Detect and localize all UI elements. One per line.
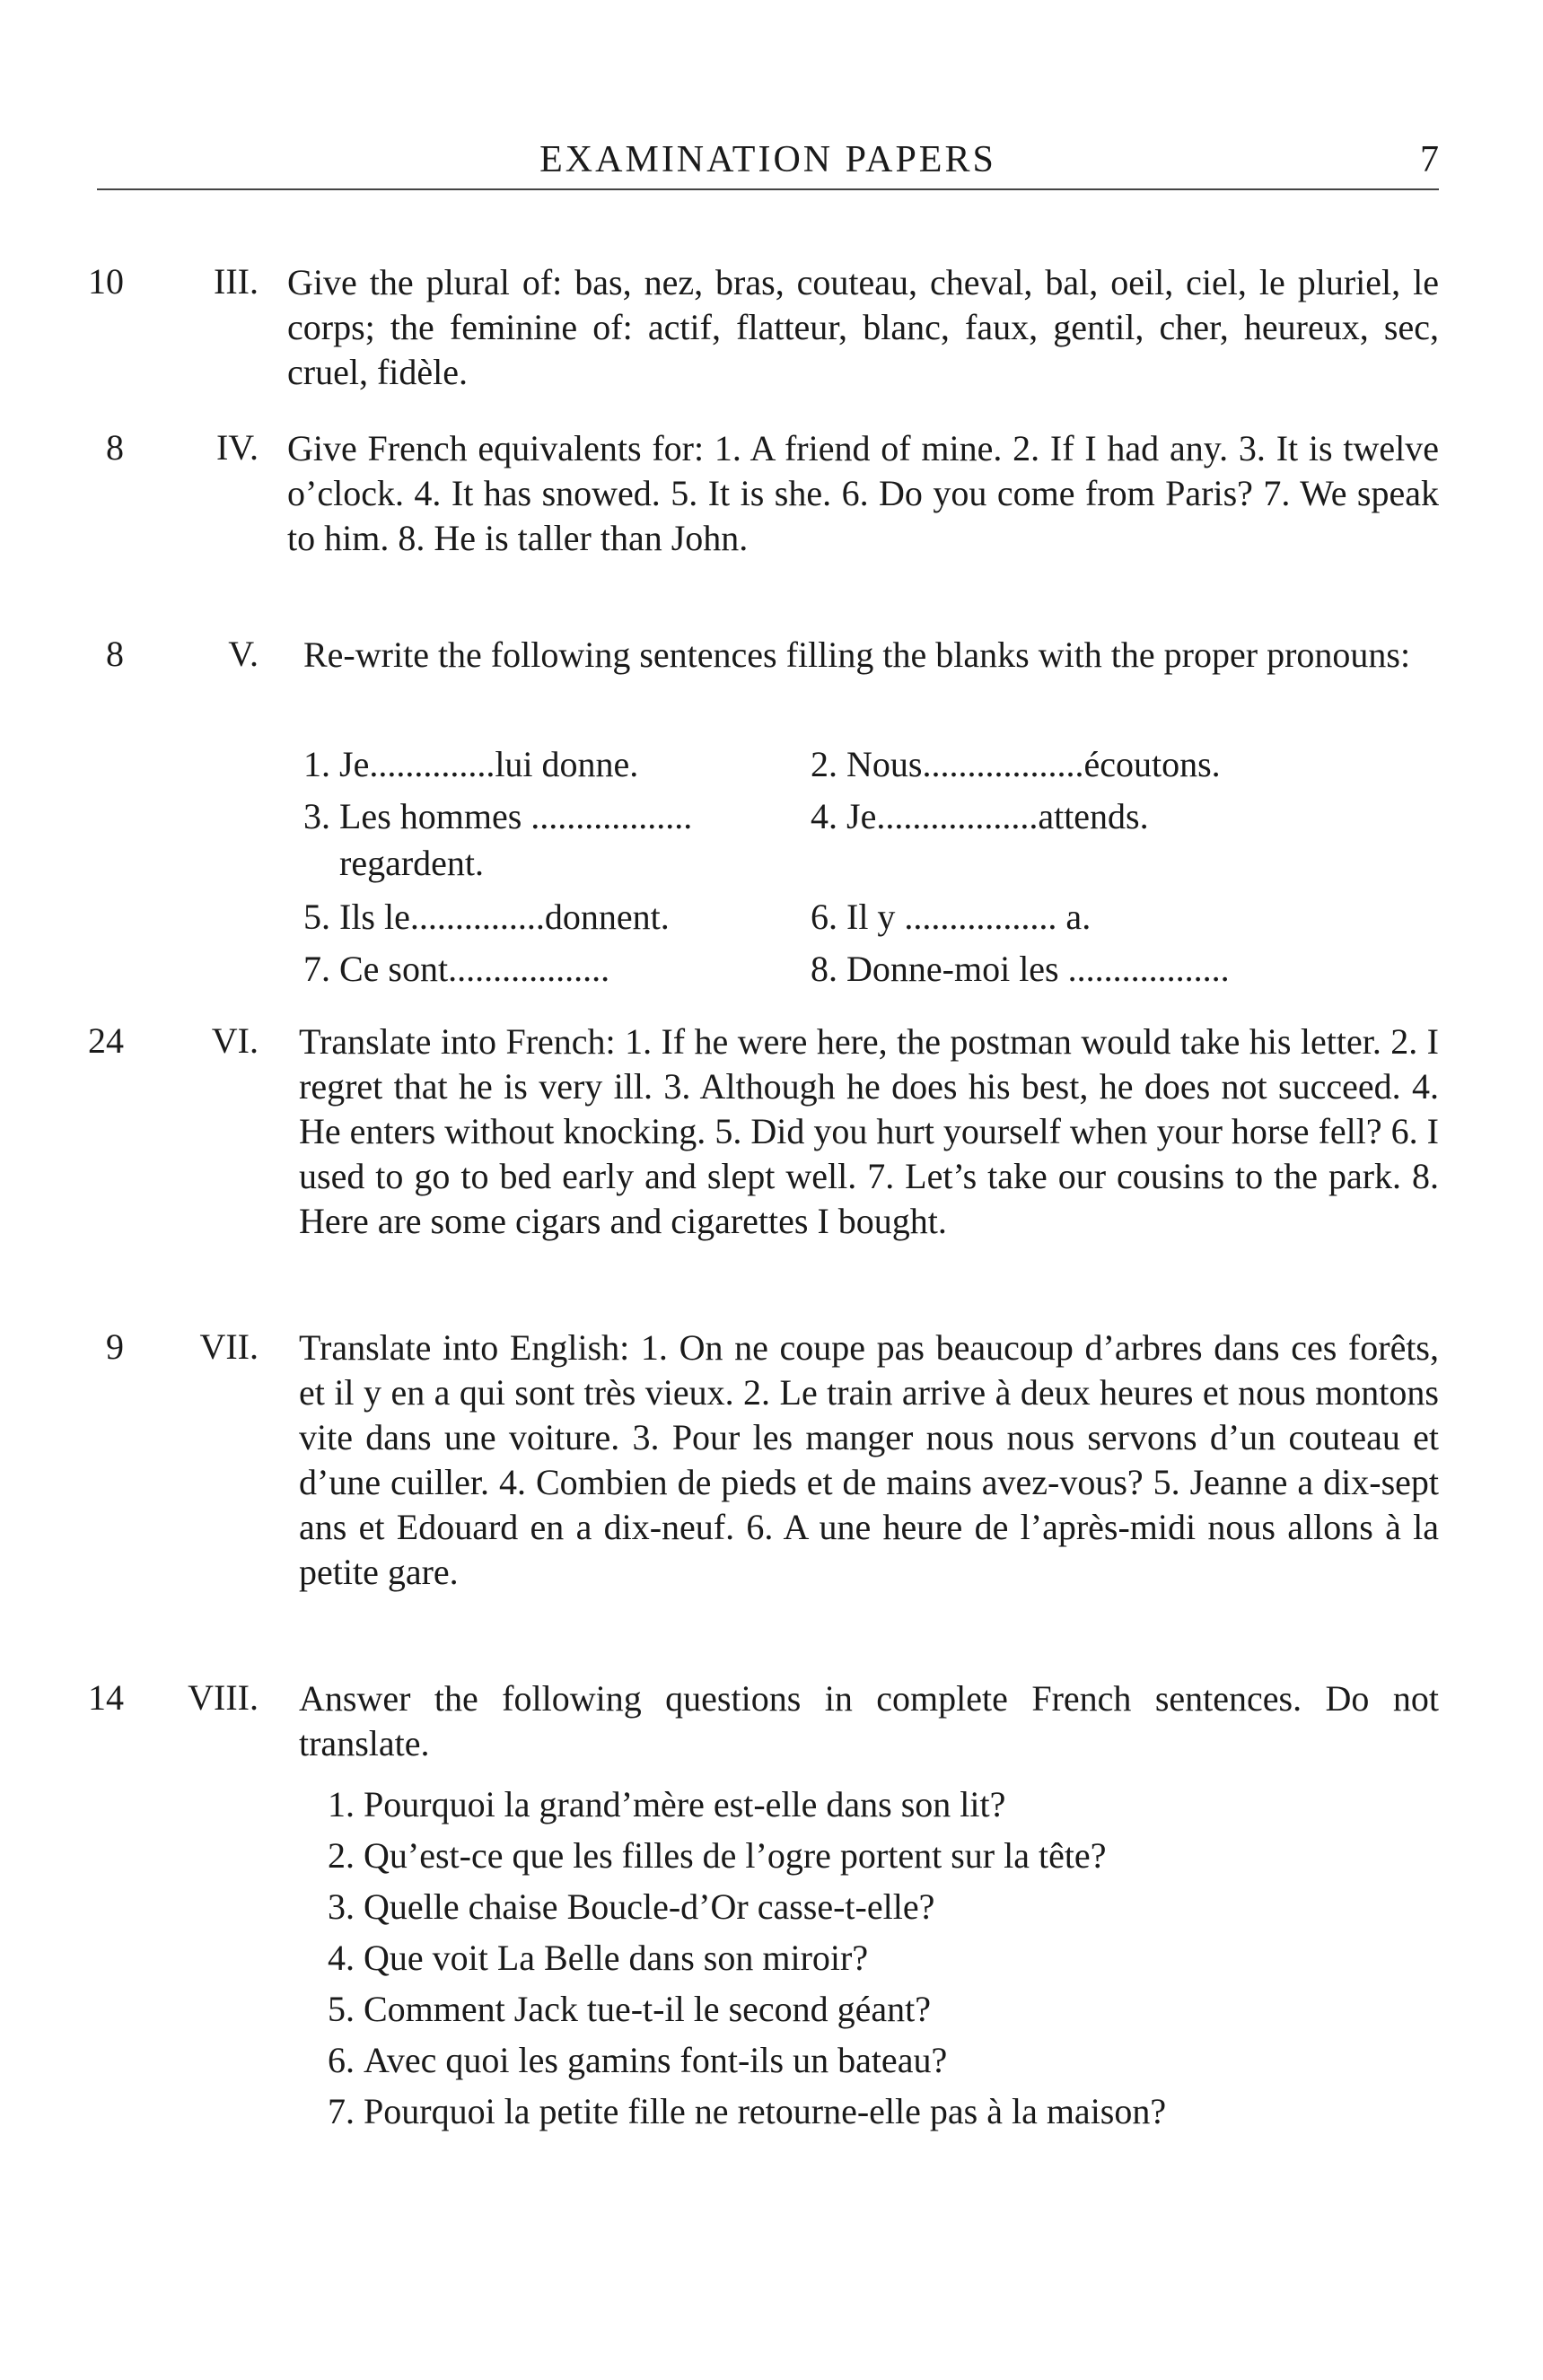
list-item-number: 1. (328, 1784, 355, 1824)
question-text: Re-write the following sentences filling the blanks with the proper pronouns: (303, 634, 1411, 675)
list-item (299, 2034, 1439, 2086)
list-item-text: Quelle chaise Boucle-d’Or casse-t-elle? (364, 1886, 935, 1927)
question-numeral: VII. (199, 1326, 259, 1367)
pronoun-blanks (303, 741, 1443, 998)
list-item-number: 2. (328, 1835, 355, 1876)
list-item-text: Comment Jack tue-t-il le second géant? (364, 1989, 932, 2029)
question-points: 24 (88, 1020, 124, 1061)
running-header (97, 135, 1439, 190)
list-item (299, 1779, 1439, 1830)
list-item (299, 1881, 1439, 1932)
list-item: 2. Nous..................écoutons. (811, 744, 1221, 784)
question-text: Give the plural of: bas, nez, bras, couteau, cheval, bal, oeil, ciel, le pluriel, le corps; the feminine of: actif, flatteur, blanc, faux, gentil, cher, heureux, sec, cruel, fidèle. (287, 262, 1439, 392)
list-item-text: 3. Les hommes .................. (303, 796, 693, 836)
list-item: 4. Je..................attends. (811, 796, 1149, 836)
question-text: Translate into French: 1. If he were here, the postman would take his letter. 2. I regret that he is very ill. 3. Although he does his best, he does not succeed. 4. He enters without knocking. 5. Did you hurt yourself when your horse fell? 6. I used to go to bed early and slept well. 7. Let’s take our cousins to the park. 8. Here are some cigars and cigarettes I bought. (299, 1021, 1439, 1241)
question-numeral: III. (214, 261, 259, 302)
list-item-text: Pourquoi la grand’mère est-elle dans son lit? (364, 1784, 1006, 1824)
list-item: 5. Ils le...............donnent. (303, 897, 670, 937)
header-rule (97, 188, 1439, 190)
list-item-text: Que voit La Belle dans son miroir? (364, 1938, 869, 1978)
list-item-number: 6. (328, 2040, 355, 2080)
question-points: 14 (88, 1677, 124, 1718)
list-item-number: 7. (328, 2091, 355, 2131)
question-numeral: VIII. (188, 1677, 259, 1718)
list-item: 6. Il y ................. a. (811, 897, 1091, 937)
question-numeral: V. (228, 634, 259, 674)
list-item-number: 5. (328, 1989, 355, 2029)
list-item: 8. Donne-moi les .................. (811, 949, 1230, 989)
list-item-text: Pourquoi la petite fille ne retourne-elle pas à la maison? (364, 2091, 1167, 2131)
question-points: 8 (106, 634, 124, 674)
question-points: 8 (106, 427, 124, 468)
question-points: 10 (88, 261, 124, 302)
list-item (303, 793, 806, 887)
list-item (299, 2086, 1439, 2137)
list-item-number: 3. (328, 1886, 355, 1927)
page-number: 7 (1420, 139, 1439, 180)
question-numeral: IV. (215, 427, 259, 468)
question-text: Translate into English: 1. On ne coupe pas beaucoup d’arbres dans ces forêts, et il y en a qui sont très vieux. 2. Le train arrive à deux heures et nous montons vite dans une voiture. 3. Pour les manger nous nous servons d’un couteau et d’une cuiller. 4. Combien de pieds et de mains avez-vous? 5. Jeanne a dix-sept ans et Edouard en a dix-neuf. 6. A une heure de l’après-midi nous allons à la petite gare. (299, 1327, 1439, 1592)
list-item (299, 1932, 1439, 1983)
list-item-text: Avec quoi les gamins font-ils un bateau? (364, 2040, 948, 2080)
header-title: EXAMINATION PAPERS (539, 139, 996, 180)
list-item-continuation: regardent. (339, 843, 485, 883)
question-points: 9 (106, 1326, 124, 1367)
question-text: Answer the following questions in complete French sentences. Do not translate. (299, 1678, 1439, 1763)
list-item: 7. Ce sont.................. (303, 949, 610, 989)
question-text: Give French equivalents for: 1. A friend of mine. 2. If I had any. 3. It is twelve o’clock. 4. It has snowed. 5. It is she. 6. Do you come from Paris? 7. We speak to him. 8. He is taller than John. (287, 428, 1439, 558)
list-item-text: Qu’est-ce que les filles de l’ogre portent sur la tête? (364, 1835, 1107, 1876)
question-list (299, 1779, 1439, 2137)
question-numeral: VI. (211, 1020, 259, 1061)
list-item: 1. Je..............lui donne. (303, 744, 639, 784)
list-item (299, 1830, 1439, 1881)
list-item (299, 1983, 1439, 2034)
list-item-number: 4. (328, 1938, 355, 1978)
